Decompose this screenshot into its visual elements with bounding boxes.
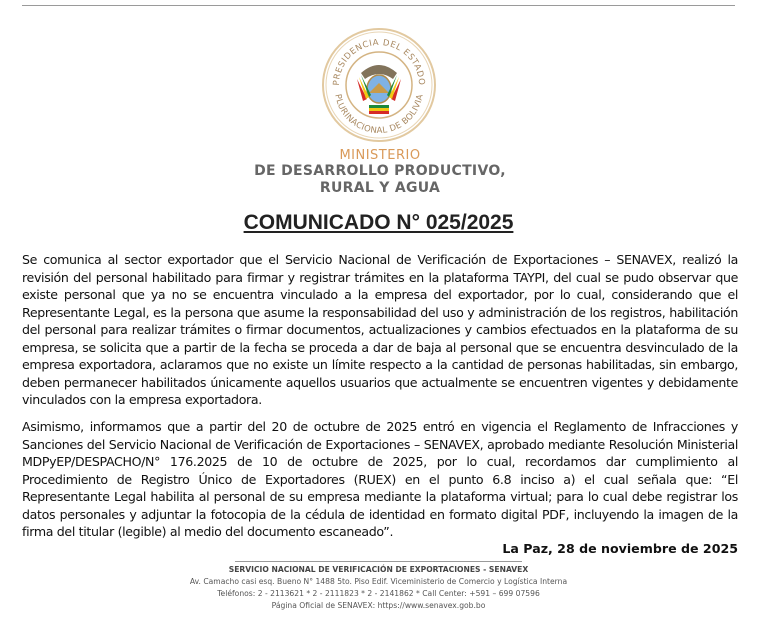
presidency-seal-logo [321,27,437,143]
footer-agency-name: SERVICIO NACIONAL DE VERIFICACIÓN DE EXPORTACIONES - SENAVEX [228,565,529,574]
ministry-name-line1: DE DESARROLLO PRODUCTIVO, [254,163,506,179]
footer-phones: Teléfonos: 2 - 2113621 * 2 - 2111823 * 2 - 2141862 * Call Center: +591 – 699 07596 [217,589,540,598]
footer-divider [235,561,522,562]
document-title: COMUNICADO N° 025/2025 [243,211,514,234]
paragraph-1: Se comunica al sector exportador que el Servicio Nacional de Verificación de Exportaciones – SENAVEX, realizó la revisión del personal habilitado para firmar y registrar trámites en la plataforma TAYPI, del cual se pudo observar que existe personal que ya no se encuentra vinculado a la empresa del exportador, por lo cual, considerando que el Representante Legal, es la persona que asume la responsabilidad del uso y administración de los registros, habilitación del personal para realizar trámites o firmar documentos, actualizaciones y cambios efectuados en la plataforma de su empresa, se solicita que a partir de la fecha se proceda a dar de baja al personal que se encuentra desvinculado de la empresa exportadora, aclaramos que no existe un límite respecto a la cantidad de personas habilitadas, sin embargo, deben permanecer habilitados únicamente aquellos usuarios que actualmente se encuentren vigentes y debidamente vinculados con la empresa exportadora. [22,252,738,407]
footer-address: Av. Camacho casi esq. Bueno N° 1488 5to. Piso Edif. Viceministerio de Comercio y Logística Interna [189,577,568,586]
paragraph-2: Asimismo, informamos que a partir del 20 de octubre de 2025 entró en vigencia el Reglamento de Infracciones y Sanciones del Servicio Nacional de Verificación de Exportaciones – SENAVEX, aprobado mediante Resolución Ministerial MDPyEP/DESPACHO/N° 176.2025 de 10 de octubre de 2025, por lo cual, recordamos dar cumplimiento al Procedimiento de Registro Único de Exportadores (RUEX) en el punto 6.8 inciso a) el cual señala que: “El Representante Legal habilita al personal de su empresa mediante la plataforma virtual; para lo cual debe registrar los datos personales y adjuntar la fotocopia de la cédula de identidad en formato digital PDF, incluyendo la imagen de la firma del titular (legible) al medio del documento escaneado”. [22,419,738,539]
document-date: La Paz, 28 de noviembre de 2025 [502,541,738,556]
ministry-name-line2: RURAL Y AGUA [319,180,441,196]
footer-website: Página Oficial de SENAVEX: https://www.senavex.gob.bo [271,601,486,610]
ministry-label: MINISTERIO [339,148,421,163]
seal-bottom-text: PLURINACIONAL DE BOLIVIA [332,93,426,137]
seal-top-text: PRESIDENCIA DEL ESTADO [331,37,427,86]
top-divider [22,5,735,6]
